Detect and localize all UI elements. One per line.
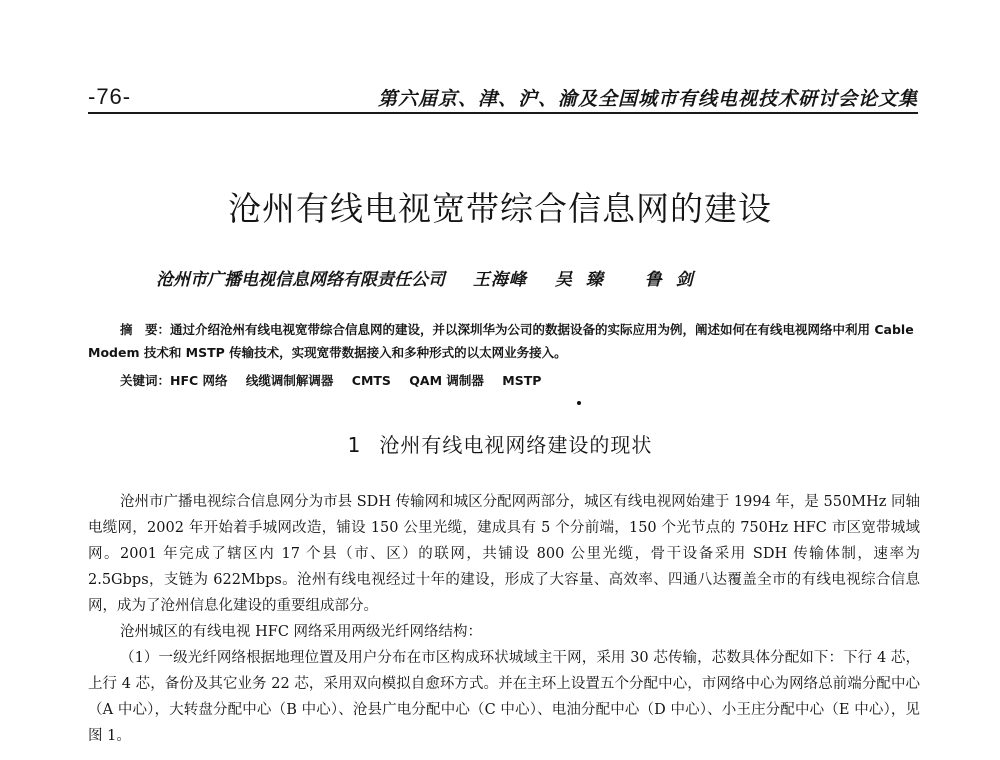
page-number: -76- <box>88 84 132 109</box>
section-title: 沧州有线电视网络建设的现状 <box>379 433 653 457</box>
keyword: 线缆调制解调器 <box>245 373 334 388</box>
abstract <box>88 318 920 364</box>
abstract-text: 通过介绍沧州有线电视宽带综合信息网的建设，并以深圳华为公司的数据设备的实际应用为例，阐述如何在有线电视网络中利用 Cable Modem 技术和 MSTP 传输技术，实现宽带数据接入和多种形式的以太网业务接入。 <box>88 322 914 360</box>
author-name: 吴臻 <box>554 270 617 290</box>
keyword: HFC 网络 <box>170 373 228 388</box>
author-name: 鲁剑 <box>644 270 707 290</box>
header-rule <box>88 112 918 114</box>
keywords <box>120 371 555 389</box>
keyword: CMTS <box>351 373 391 388</box>
keyword: MSTP <box>502 373 542 388</box>
keyword: QAM 调制器 <box>409 373 484 388</box>
author-line <box>156 265 856 290</box>
section-heading <box>0 429 1000 458</box>
running-head: 第六届京、津、沪、渝及全国城市有线电视技术研讨会论文集 <box>377 88 918 110</box>
page-header <box>88 80 918 114</box>
author-name: 王海峰 <box>472 270 527 290</box>
keywords-label: 关键词： <box>120 373 171 388</box>
section-number: 1 <box>347 433 362 457</box>
body-paragraph: （1）一级光纤网络根据地理位置及用户分布在市区构成环状城域主干网，采用 30 芯传输，芯数具体分配如下：下行 4 芯，上行 4 芯，备份及其它业务 22 芯，采用双向模拟自愈环方式。并在主环上设置五个分配中心，市网络中心为网络总前端分配中心（A 中心），大转盘分配中心（B 中心）、沧县广电分配中心（C 中心）、电油分配中心（D 中心）、小王庄分配中心（E 中心），见图 1。 <box>88 650 920 744</box>
print-speck <box>577 401 581 405</box>
paper-title: 沧州有线电视宽带综合信息网的建设 <box>228 189 772 228</box>
body-paragraph: 沧州城区的有线电视 HFC 网络采用两级光纤网络结构： <box>120 624 483 640</box>
abstract-label: 摘 要： <box>120 322 171 337</box>
affiliation: 沧州市广播电视信息网络有限责任公司 <box>156 270 445 290</box>
body-text <box>88 489 920 749</box>
body-paragraph: 沧州市广播电视综合信息网分为市县 SDH 传输网和城区分配网两部分，城区有线电视网始建于 1994 年，是 550MHz 同轴电缆网，2002 年开始着手城网改造，铺设 150 公里光缆，建成具有 5 个分前端，150 个光节点的 750Hz HFC 市区宽带城域网。2001 年完成了辖区内 17 个县（市、区）的联网，共铺设 800 公里光缆，骨干设备采用 SDH 传输体制，速率为 2.5Gbps，支链为 622Mbps。沧州有线电视经过十年的建设，形成了大容量、高效率、四通八达覆盖全市的有线电视综合信息网，成为了沧州信息化建设的重要组成部分。 <box>88 494 920 614</box>
